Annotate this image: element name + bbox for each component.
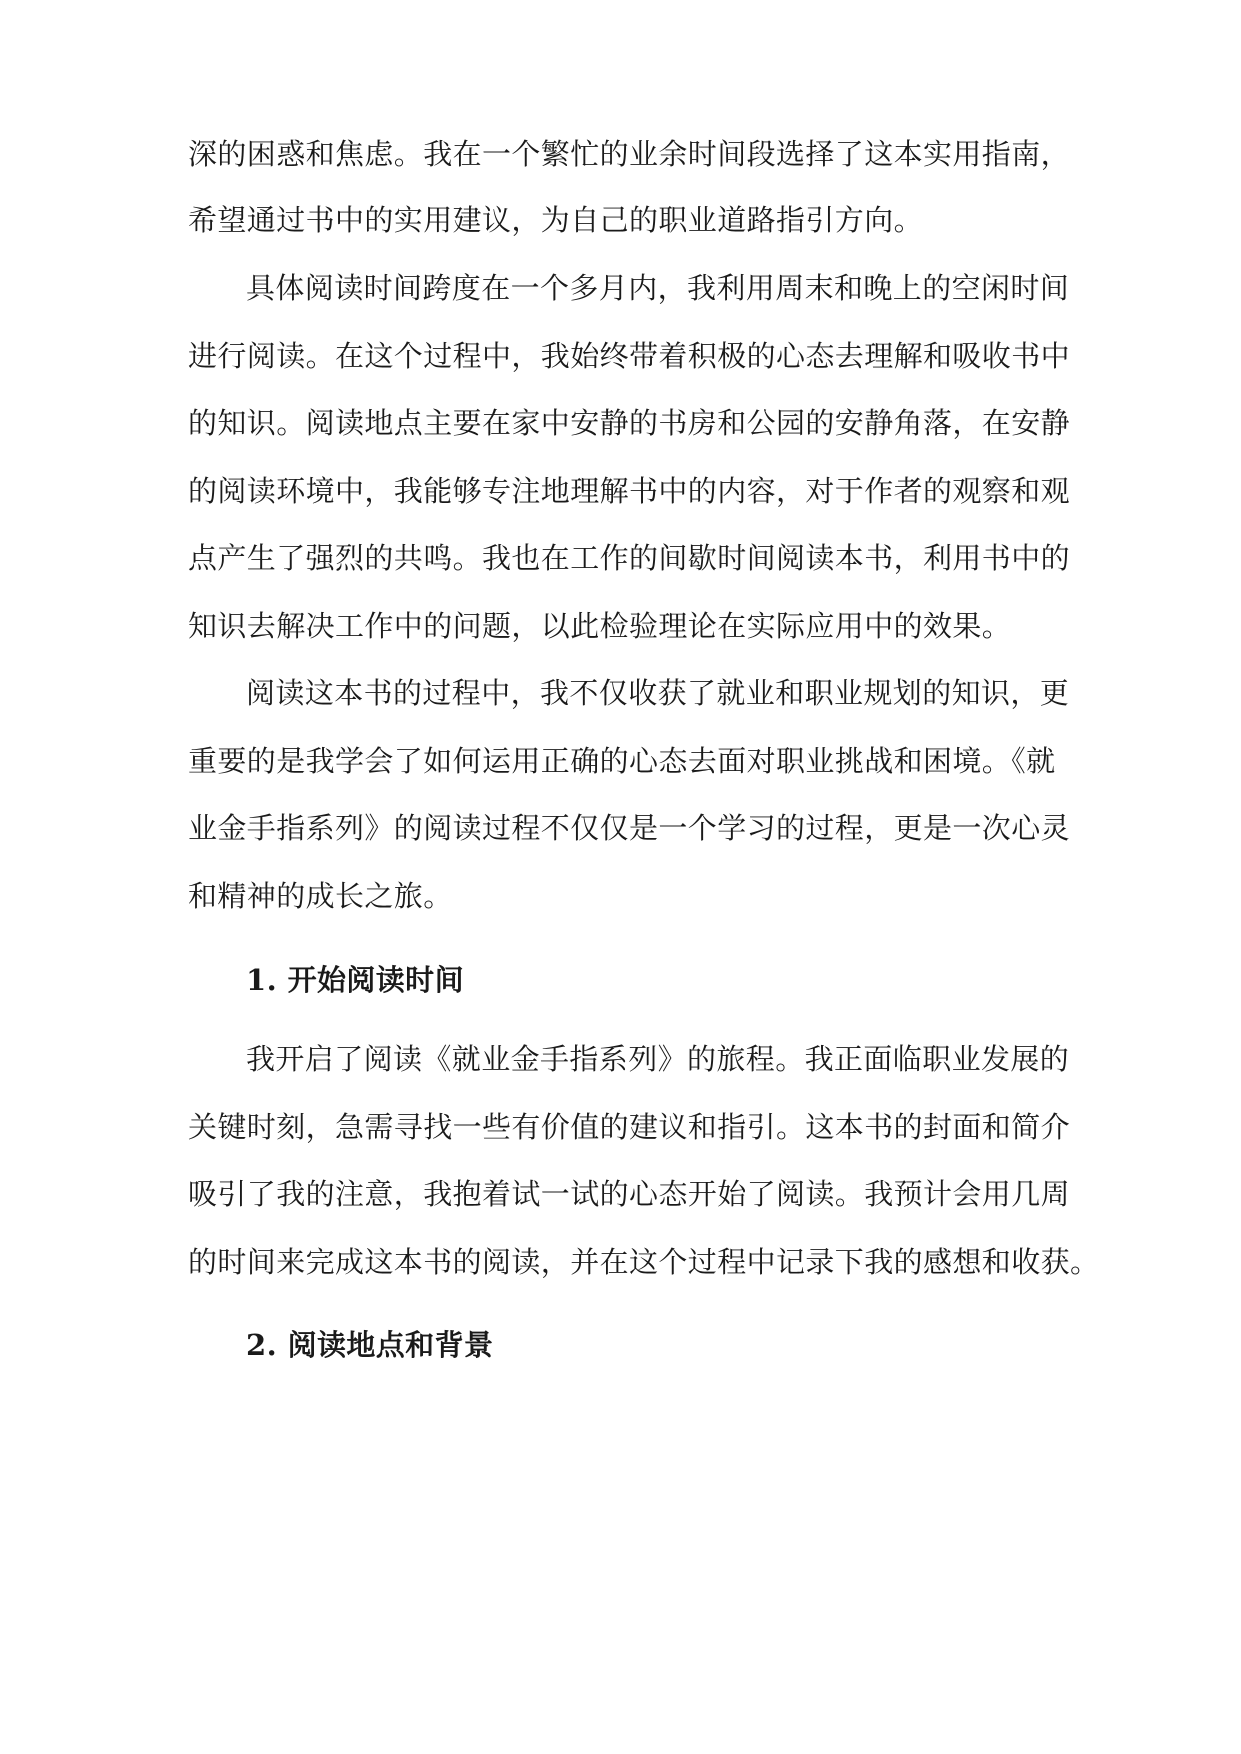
paragraph-line: 业金手指系列》的阅读过程不仅仅是一个学习的过程，更是一次心灵 <box>188 811 1071 845</box>
paragraph-line: 点产生了强烈的共鸣。我也在工作的间歇时间阅读本书，利用书中的 <box>188 541 1071 575</box>
section-heading: 2. 阅读地点和背景 <box>246 1328 494 1362</box>
paragraph-line: 的时间来完成这本书的阅读，并在这个过程中记录下我的感想和收获。 <box>188 1245 1100 1279</box>
paragraph-line: 深的困惑和焦虑。我在一个繁忙的业余时间段选择了这本实用指南， <box>188 137 1071 171</box>
paragraph-line: 吸引了我的注意，我抱着试一试的心态开始了阅读。我预计会用几周 <box>188 1177 1071 1211</box>
paragraph-line: 进行阅读。在这个过程中，我始终带着积极的心态去理解和吸收书中 <box>188 339 1071 373</box>
paragraph-line: 知识去解决工作中的问题，以此检验理论在实际应用中的效果。 <box>188 609 1012 643</box>
paragraph-line: 我开启了阅读《就业金手指系列》的旅程。我正面临职业发展的 <box>246 1042 1070 1076</box>
paragraph-line: 和精神的成长之旅。 <box>188 879 453 913</box>
section-heading: 1. 开始阅读时间 <box>246 963 464 997</box>
paragraph-line: 关键时刻，急需寻找一些有价值的建议和指引。这本书的封面和简介 <box>188 1110 1071 1144</box>
paragraph-line: 希望通过书中的实用建议，为自己的职业道路指引方向。 <box>188 203 924 237</box>
paragraph-line: 重要的是我学会了如何运用正确的心态去面对职业挑战和困境。《就 <box>188 744 1056 778</box>
paragraph-line: 具体阅读时间跨度在一个多月内，我利用周末和晚上的空闲时间 <box>246 271 1070 305</box>
paragraph-line: 阅读这本书的过程中，我不仅收获了就业和职业规划的知识，更 <box>246 676 1070 710</box>
paragraph-line: 的阅读环境中，我能够专注地理解书中的内容，对于作者的观察和观 <box>188 474 1071 508</box>
paragraph-line: 的知识。阅读地点主要在家中安静的书房和公园的安静角落，在安静 <box>188 406 1071 440</box>
